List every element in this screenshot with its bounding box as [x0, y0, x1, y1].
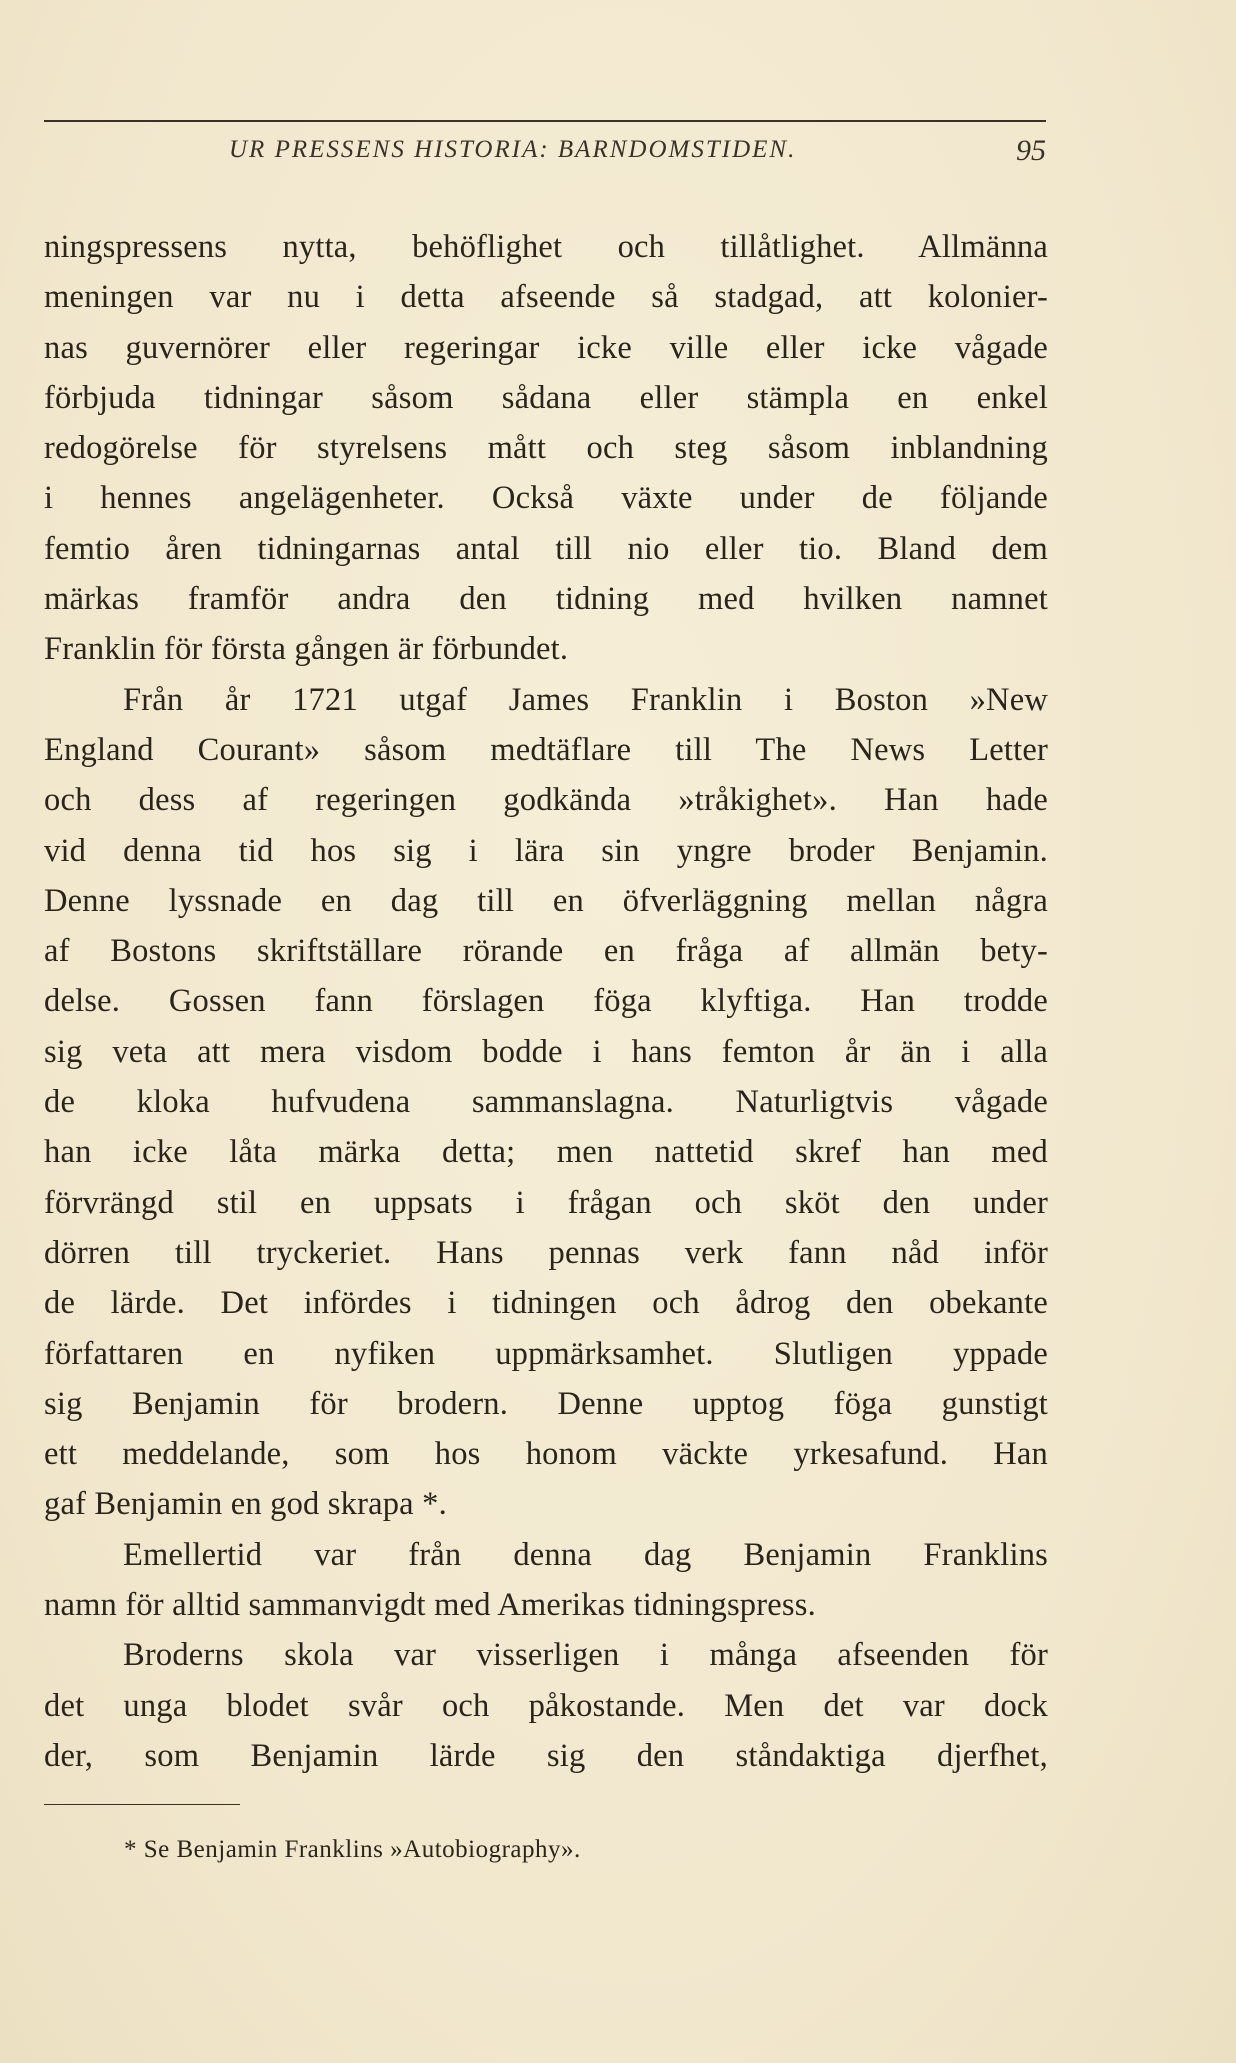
text-line: femtio åren tidningarnas antal till nio eller tio. Bland dem	[44, 530, 1048, 567]
running-head	[44, 134, 1046, 174]
text-line: Emellertid var från denna dag Benjamin Franklins	[123, 1536, 1048, 1573]
header-rule	[44, 120, 1046, 122]
text-line: förvrängd stil en uppsats i frågan och sköt den under	[44, 1184, 1048, 1221]
body-text	[44, 222, 1048, 1781]
text-line: dörren till tryckeriet. Hans pennas verk fann nåd inför	[44, 1234, 1048, 1271]
text-line: nas guvernörer eller regeringar icke ville eller icke vågade	[44, 329, 1048, 366]
text-line: namn för alltid sammanvigdt med Amerikas tidningspress.	[44, 1587, 816, 1624]
text-line: af Bostons skriftställare rörande en fråga af allmän bety-	[44, 933, 1048, 970]
text-line: der, som Benjamin lärde sig den ståndaktiga djerfhet,	[44, 1737, 1048, 1774]
text-line: i hennes angelägenheter. Också växte under de följande	[44, 480, 1048, 517]
text-line: ett meddelande, som hos honom väckte yrkesafund. Han	[44, 1436, 1048, 1473]
text-line: ningspressens nytta, behöflighet och tillåtlighet. Allmänna	[44, 229, 1048, 265]
footnote-rule	[44, 1804, 240, 1805]
text-line: meningen var nu i detta afseende så stadgad, att kolonier-	[44, 279, 1048, 316]
text-line: de lärde. Det infördes i tidningen och ådrog den obekante	[44, 1285, 1048, 1322]
page-number: 95	[1016, 134, 1046, 167]
text-line: Broderns skola var visserligen i många afseenden för	[123, 1637, 1048, 1674]
text-line: redogörelse för styrelsens mått och steg såsom inblandning	[44, 430, 1048, 467]
text-line: förbjuda tidningar såsom sådana eller stämpla en enkel	[44, 379, 1048, 416]
text-line: sig veta att mera visdom bodde i hans femton år än i alla	[44, 1033, 1048, 1070]
text-line: sig Benjamin för brodern. Denne upptog föga gunstigt	[44, 1385, 1048, 1422]
text-line: han icke låta märka detta; men nattetid skref han med	[44, 1134, 1048, 1171]
text-line: och dess af regeringen godkända »tråkighet». Han hade	[44, 782, 1048, 819]
text-line: England Courant» såsom medtäflare till The News Letter	[44, 731, 1048, 768]
text-line: Från år 1721 utgaf James Franklin i Boston »New	[123, 681, 1048, 718]
text-line: vid denna tid hos sig i lära sin yngre broder Benjamin.	[44, 832, 1048, 869]
footnote: * Se Benjamin Franklins »Autobiography».	[124, 1836, 581, 1863]
text-line: gaf Benjamin en god skrapa *.	[44, 1486, 447, 1523]
running-title: UR PRESSENS HISTORIA: BARNDOMSTIDEN.	[229, 136, 797, 163]
text-line: det unga blodet svår och påkostande. Men det var dock	[44, 1687, 1048, 1724]
text-line: märkas framför andra den tidning med hvilken namnet	[44, 581, 1048, 618]
text-line: författaren en nyfiken uppmärksamhet. Slutligen yppade	[44, 1335, 1048, 1372]
text-line: Denne lyssnade en dag till en öfverläggning mellan några	[44, 882, 1048, 919]
text-line: Franklin för första gången är förbundet.	[44, 631, 569, 668]
text-line: de kloka hufvudena sammanslagna. Naturligtvis vågade	[44, 1084, 1048, 1121]
text-line: delse. Gossen fann förslagen föga klyftiga. Han trodde	[44, 983, 1048, 1020]
